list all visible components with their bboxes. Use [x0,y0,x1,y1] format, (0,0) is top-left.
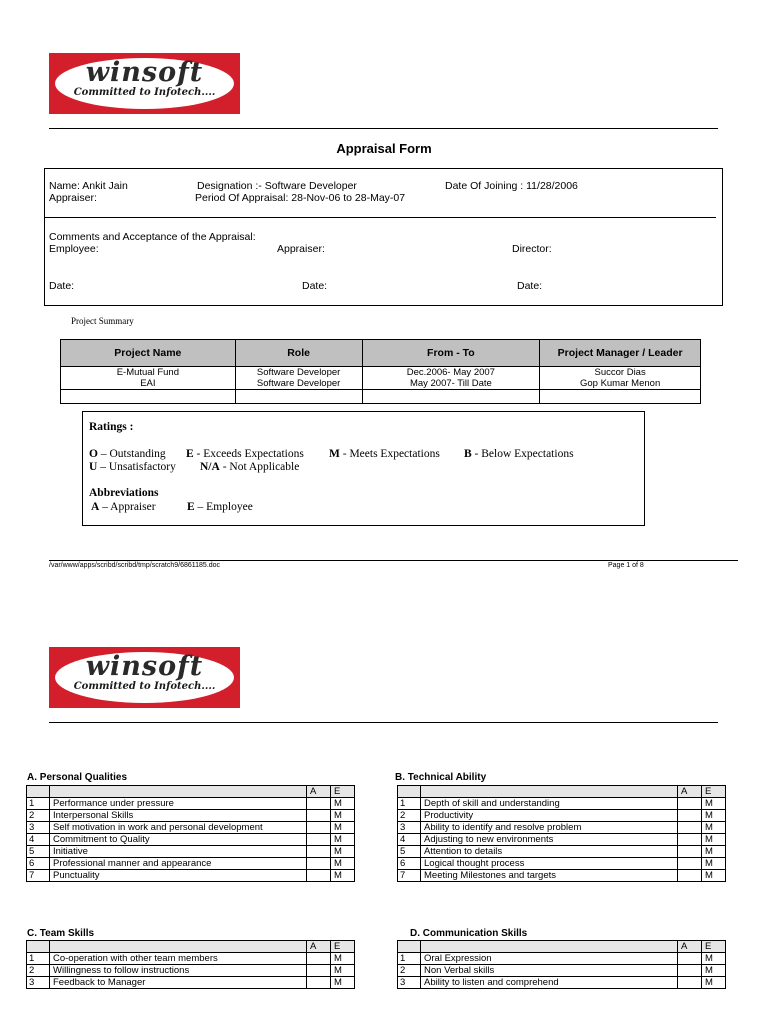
employee-sign-label: Employee: [49,243,99,255]
logo-tagline: Committed to Infotech.... [73,681,216,692]
section-title-communication: D. Communication Skills [410,928,528,939]
table-row-empty [61,390,701,404]
table-row: 2 Willingness to follow instructions M [27,965,355,977]
column-header-a: A [307,941,331,953]
column-header-e: E [331,941,355,953]
table-row: 3 Ability to listen and comprehend M [398,977,726,989]
table-cell: May 2007- Till Date [362,378,540,390]
table-row: 6 Professional manner and appearance M [27,858,355,870]
logo-brand: winsoft [85,651,204,682]
table-row: 1 Co-operation with other team members M [27,953,355,965]
table-cell: Dec.2006- May 2007 [362,367,540,379]
table-row: 2 Interpersonal Skills M [27,810,355,822]
logo-tagline: Committed to Infotech.... [73,87,216,98]
table-header-row [27,786,355,798]
appraisal-period: Period Of Appraisal: 28-Nov-06 to 28-May-07 [195,192,406,204]
table-header-row [398,786,726,798]
designation: Designation :- Software Developer [197,180,357,192]
employee-name: Name: Ankit Jain [49,180,128,192]
table-header-row [27,941,355,953]
table-row: 1 Oral Expression M [398,953,726,965]
table-cell: E-Mutual Fund [61,367,236,379]
section-title-team: C. Team Skills [27,928,95,939]
table-row: 1 Performance under pressure M [27,798,355,810]
project-summary-label: Project Summary [71,316,134,326]
company-logo [49,53,240,114]
header-divider [49,128,718,129]
rating-not-applicable: N/A - Not Applicable [200,461,300,473]
table-row [61,367,701,379]
page-number: Page 1 of 8 [608,562,644,569]
table-row [61,378,701,390]
column-header-a: A [678,941,702,953]
section-title-personal: A. Personal Qualities [27,772,128,783]
table-cell: Gop Kumar Menon [540,378,701,390]
table-row: 4 Adjusting to new environments M [398,834,726,846]
table-row: 3 Ability to identify and resolve problem M [398,822,726,834]
table-header-row [61,340,701,367]
rating-exceeds: E - Exceeds Expectations [186,448,304,460]
column-header: From - To [362,340,540,367]
appraiser-label: Appraiser: [49,192,97,204]
rating-meets: M - Meets Expectations [329,448,440,460]
rating-unsatisfactory: U – Unsatisfactory [89,461,176,473]
ratings-box [82,411,645,526]
company-logo [49,647,240,708]
table-cell: Software Developer [235,378,362,390]
ratings-title: Ratings : [89,421,134,433]
table-row: 5 Initiative M [27,846,355,858]
employee-date-label: Date: [49,280,75,292]
abbr-employee: E – Employee [187,501,253,513]
abbr-appraiser: A – Appraiser [91,501,156,513]
rating-outstanding: O – Outstanding [89,448,166,460]
communication-skills-table [397,940,726,989]
logo-brand: winsoft [85,57,204,88]
footer-divider [49,560,738,561]
table-cell: EAI [61,378,236,390]
table-row: 4 Commitment to Quality M [27,834,355,846]
team-skills-table [26,940,355,989]
table-cell: Software Developer [235,367,362,379]
personal-qualities-table [26,785,355,882]
abbreviations-title: Abbreviations [89,487,159,499]
table-row: 7 Meeting Milestones and targets M [398,870,726,882]
appraiser-sign-label: Appraiser: [277,243,325,255]
info-box-divider [45,217,716,218]
section-title-technical: B. Technical Ability [395,772,487,783]
table-row: 2 Non Verbal skills M [398,965,726,977]
table-row: 3 Feedback to Manager M [27,977,355,989]
appraiser-date-label: Date: [302,280,328,292]
director-sign-label: Director: [512,243,552,255]
file-path: /var/www/apps/scribd/scribd/tmp/scratch9/6861185.doc [49,562,221,569]
column-header: Project Name [61,340,236,367]
table-row: 5 Attention to details M [398,846,726,858]
column-header-e: E [331,786,355,798]
column-header: Project Manager / Leader [540,340,701,367]
column-header-a: A [307,786,331,798]
column-header: Role [235,340,362,367]
table-header-row [398,941,726,953]
project-summary-table [60,339,701,404]
page-title: Appraisal Form [336,141,432,156]
column-header-e: E [702,786,726,798]
table-cell: Succor Dias [540,367,701,379]
column-header-e: E [702,941,726,953]
column-header-a: A [678,786,702,798]
table-row: 3 Self motivation in work and personal development M [27,822,355,834]
table-row: 7 Punctuality M [27,870,355,882]
header-divider [49,722,718,723]
table-row: 6 Logical thought process M [398,858,726,870]
table-row: 1 Depth of skill and understanding M [398,798,726,810]
technical-ability-table [397,785,726,882]
director-date-label: Date: [517,280,543,292]
table-row: 2 Productivity M [398,810,726,822]
date-of-joining: Date Of Joining : 11/28/2006 [445,180,578,192]
comments-label: Comments and Acceptance of the Appraisal: [49,231,256,243]
rating-below: B - Below Expectations [464,448,574,460]
